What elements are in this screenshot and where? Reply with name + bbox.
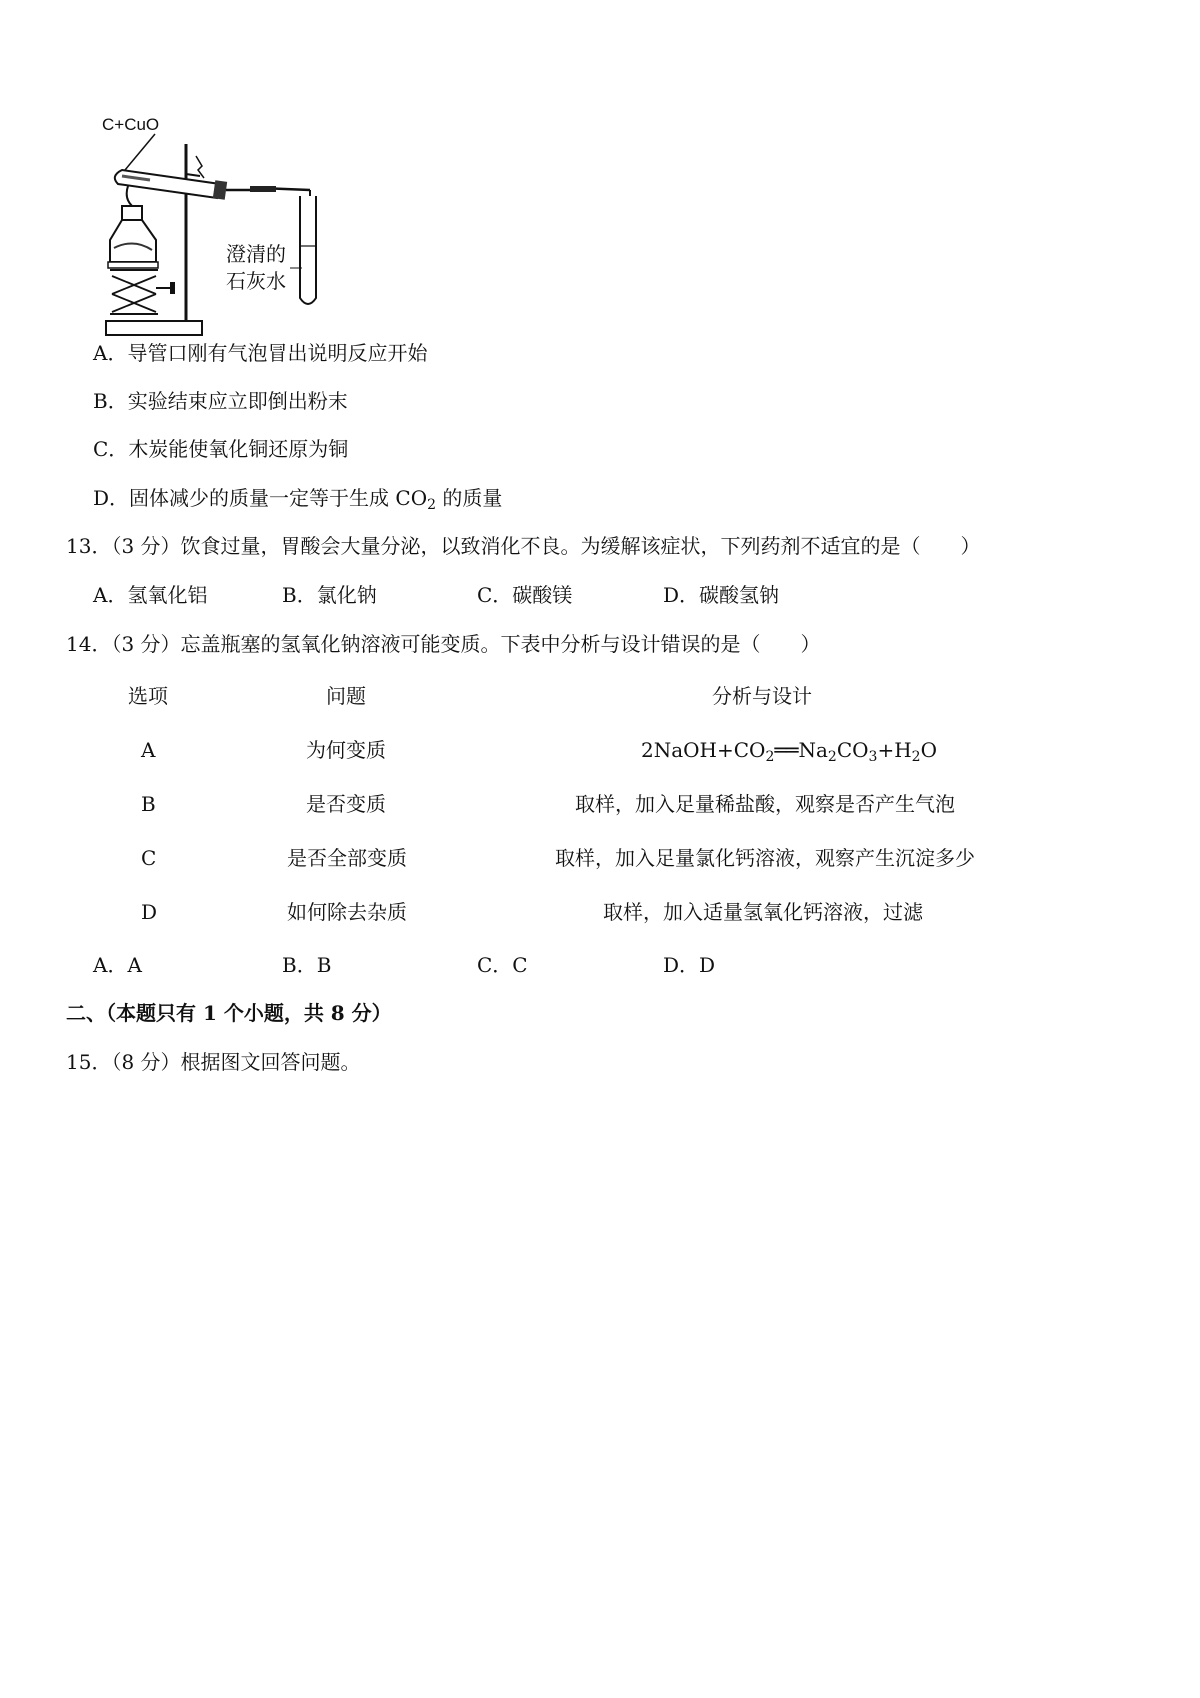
equation-part: 2NaOH+CO [641,738,766,762]
q13-option-c: C．碳酸镁 [477,583,573,607]
table-row-b-question: 是否变质 [306,792,386,816]
q12-option-a-text: 导管口刚有气泡冒出说明反应开始 [127,341,428,365]
test-tube-tilted [115,170,220,198]
equation-subscript: 2 [827,749,837,765]
table-row-d-analysis: 取样，加入适量氢氧化钙溶液，过滤 [603,900,923,924]
table-row-c-option: C [141,846,157,870]
equation-part: CO [836,738,869,762]
q14-stem: 14．（3 分）忘盖瓶塞的氢氧化钠溶液可能变质。下表中分析与设计错误的是（ ） [66,632,821,656]
q15-stem: 15．（8 分）根据图文回答问题。 [66,1050,361,1074]
q12-option-b-text: 实验结束应立即倒出粉末 [127,389,348,413]
table-row-c-question: 是否全部变质 [287,846,407,870]
q14-option-c: C．C [477,953,528,977]
apparatus-figure [100,118,390,350]
table-row-a-option: A [141,738,156,762]
lab-jack [110,270,175,314]
table-header-question: 问题 [326,684,366,708]
label-limewater-line1: 澄清的 [226,244,286,266]
q14-option-d: D．D [663,953,716,977]
q13-stem: 13．（3 分）饮食过量，胃酸会大量分泌，以致消化不良。为缓解该症状，下列药剂不适宜的是（ ） [66,534,981,558]
table-row-b-option: B [141,792,156,816]
q12-option-d-text: 固体减少的质量一定等于生成 CO [129,486,428,510]
q12-option-b [93,387,348,415]
table-header-option: 选项 [128,684,168,708]
table-row-c-analysis: 取样，加入足量氯化钙溶液，观察产生沉淀多少 [555,846,975,870]
table-row-b-analysis: 取样，加入足量稀盐酸，观察是否产生气泡 [575,792,955,816]
q14-option-b: B．B [282,953,332,977]
label-reactants: C+CuO [102,118,160,134]
q12-option-a-letter: A． [93,341,128,365]
q12-option-c [93,435,348,463]
label-limewater-line2: 石灰水 [226,271,286,293]
q12-option-d-subscript: 2 [427,497,437,513]
q12-option-c-letter: C． [93,437,129,461]
equation-part: +H [877,738,912,762]
q12-option-c-text: 木炭能使氧化铜还原为铜 [128,437,349,461]
table-header-analysis: 分析与设计 [712,684,812,708]
equation-subscript: 3 [868,749,878,765]
table-row-a-analysis [641,736,937,771]
table-row-d-question: 如何除去杂质 [287,900,407,924]
q12-option-b-letter: B． [93,389,128,413]
equation-part: O [920,738,937,762]
alcohol-lamp [108,186,158,268]
q13-option-a: A．氢氧化铝 [93,583,208,607]
table-row-a-question: 为何变质 [306,738,386,762]
equation-part: ══Na [774,738,828,762]
q13-option-d: D．碳酸氢钠 [663,583,780,607]
q13-option-b: B．氯化钠 [282,583,377,607]
q12-option-a [93,339,427,367]
equation-subscript: 2 [911,749,921,765]
stand-base [106,321,202,335]
table-row-d-option: D [141,900,158,924]
receiving-test-tube [300,196,316,304]
equation-subscript: 2 [765,749,775,765]
q12-option-d-tail: 的质量 [436,486,503,510]
q12-option-d-letter: D． [93,486,130,510]
section-2-title: 二、（本题只有 1 个小题，共 8 分） [66,1001,392,1025]
q12-option-d [93,484,502,519]
q14-option-a: A．A [93,953,142,977]
